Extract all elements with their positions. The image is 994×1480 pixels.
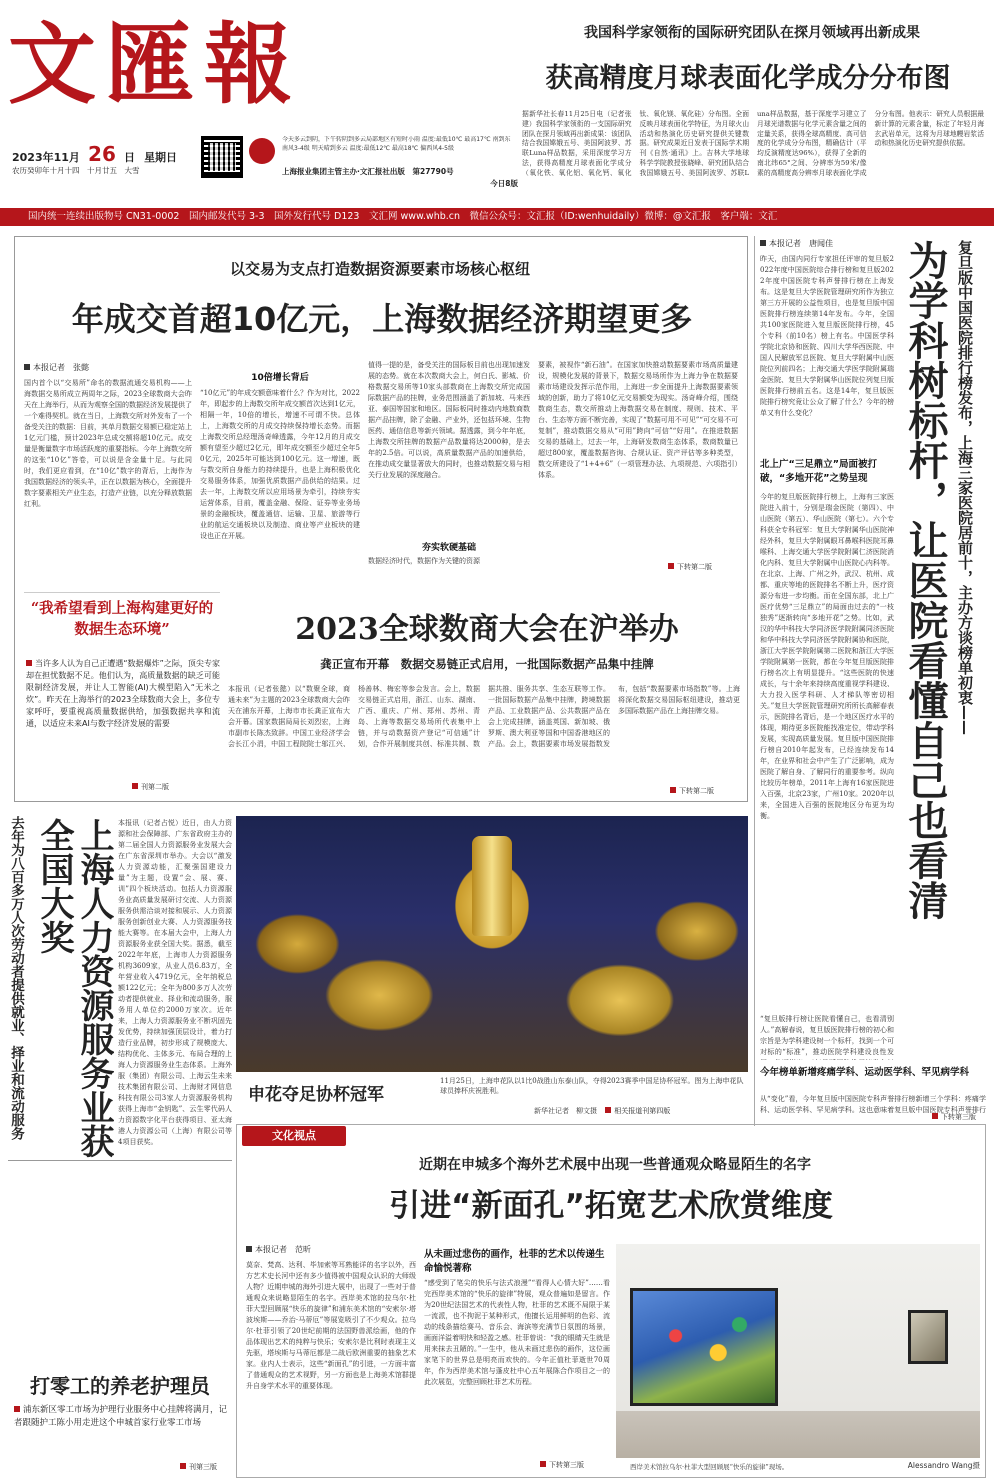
info-bar-text: 国内统一连续出版物号 CN31-0002 国内邮发代号 3-3 国外发行代号 D123 文汇网 www.whb.cn 微信公众号：文汇报（ID:wenhuidaily）微博：@文汇报 客户端：文汇 bbox=[28, 211, 778, 222]
lead-headline: 年成交首超10亿元，上海数据经济期望更多 bbox=[71, 300, 693, 338]
photo-label: 申花夺足协杯冠军 bbox=[248, 1085, 384, 1105]
culture-subhead: 从未画过悲伤的画作，杜菲的艺术以传递生命愉悦著称 bbox=[424, 1249, 605, 1274]
hospital-byline: 本报记者 唐闻佳 bbox=[760, 238, 833, 249]
culture-byline: 本报记者 范昕 bbox=[246, 1244, 311, 1255]
lead-col-1: 国内首个以“交易所”命名的数据流通交易机构——上海数据交易所成立两周年之际，2023全球数商大会昨天在上海举行，从而为观察全国的数据经济发展提供了一个难得契机。就在当日，上海数交所对外发布了一个备受关注的数据：目前，其单月数据交易额已稳定站上1亿元门槛，预计2023年总成交额将超10亿元。成交量是衡量数字市场活跃度的重要指标。今年上海数交所的这张“10亿”答卷，可以说是含金量十足。与此同时，我们更应看到，在“10亿”数字的背后，上海作为我国数据经济的领头羊，正在以数据为核心，全面提升数字要素相关产业生态，打造产业链，以充分释放数据红利。 bbox=[24, 379, 192, 508]
summit-headline: 2023全球数商大会在沪举办 bbox=[295, 612, 679, 647]
brief-headline: 打零工的养老护理员 bbox=[30, 1374, 210, 1398]
masthead-date: 2023年11月 26 日 星期日 bbox=[12, 142, 178, 166]
culture-col-2: “感受到了笔尖的快乐与法式浪漫”“看得人心情大好”……看完西岸美术馆的“快乐的旋律”特展，观众普遍如是留言。作为20世纪法国艺术的代表性人物，杜菲的艺术既不局限于某一流派，也不拘泥于某种形式，他擅长运用鲜明的色彩、流动的线条描绘赛马、音乐会、海滨等充满节日氛围的场景，画面洋溢着明快和轻盈之感。杜菲曾说：“我的眼睛天生就是用来抹去丑陋的。”一生中，他从未画过悲伤的画作，这位画家笔下的世界总是明亮而欢快的。今年正值杜菲逝世70周年，作为西岸美术馆与蓬皮杜中心五年展陈合作项目之一的此次展览，完整回顾杜菲艺术历程。 bbox=[424, 1279, 610, 1386]
hospital-body-3: “复旦版排行榜让医院看懂自己，也看清别人。”高解春说，复旦版医院排行榜的初心和宗旨是为学科建设树一个标杆，找到一个可对标的“标准”，推动医院学科建设良性发 bbox=[760, 1015, 894, 1056]
lead-byline: 本报记者 张懿 bbox=[24, 362, 89, 373]
lead-kicker: 以交易为支点打造数据资源要素市场核心枢纽 bbox=[229, 260, 530, 278]
brief-body: 浦东新区零工市场为护理行业服务中心挂牌将满月，记者跟随护工陈小用走进这个申城首家行业零工市场 bbox=[14, 1405, 228, 1428]
hospital-subhead-1: 北上广“三足鼎立”局面被打破，“多地开花”之势呈现 bbox=[760, 459, 877, 484]
lead-col-4: 要素，被视作“新石油”。在国家加快推动数据要素市场高质量建设，规模化发展的背景下，数据交易场所作为上海力争在数据要素市场建设发挥示范作用，上海进一步全面提升上海数据要素领域的创新，助力了将10亿元交易额变为现实。汤奇峰介绍，围绕数商生态，数交所推动上海数据交易在制度、规则、技术、平台、生态等方面不断完善，实现了“数据可用不可见”“可交易不可复制”，推动数据交易从“可用”跨向“可信”“好用”。在推进数据交易的基础上，过去一年，上海研发数商生态体系，数商数量已超过800家，覆盖数据咨询、合规认证、资产评估等多种类型，数交所建设了“1+4+6”（一项管理办法、九项规范、六项指引）体系。 bbox=[538, 361, 738, 479]
hospital-kicker: 复旦版中国医院排行榜发布，上海三家医院居前十，主办方谈榜单初衷—— bbox=[956, 240, 974, 735]
info-bar bbox=[0, 208, 994, 226]
top-story-body: 据新华社长春11月25日电（记者张建）我国科学家领衔的一支国际研究团队在探月领域再出新成果：该团队结合我国嫦娥五号、美国阿波罗、苏联Luna样品数据，采用深度学习方法，获得高精度月球表面化学成分（氧化铁、氧化铝、氧化钙、氧化钛、氧化镁、氧化硅）分布图。全面反映月球表面化学特征，为月球火山活动和热演化历史研究提供关键数据。研究成果近日发表于国际学术期刊《自然·通讯》上。吉林大学地球科学学院教授张晓峰、研究团队结合我国嫦娥五号、美国阿波罗、苏联Luna样品数据，基于深度学习建立了月球光谱数据与化学元素含量之间的定量关系，获得全球高精度、高可信度的化学成分分布图，精确估计（平均反演精度达96%），获得了全新的南北纬65°之间、分辨率为59米/像素的高精度高分辨率月球表面化学成分分布图。他表示：研究人员根据最新计算的元素含量，标定了年轻月海玄武岩单元，这将为月球地幔岩浆活动和热演化历史研究提供依据。 bbox=[522, 110, 984, 177]
hospital-body-1: 昨天，由国内同行专家担任评审的复旦版2022年度中国医院综合排行榜和复旦版2022年度中国医院专科声誉排行榜在上海发布。这是复旦大学医院管理研究所作为独立第三方开展的公益性项目，也是复旦版中国医院排行榜连续第14年发布。今年，全国共100家医院进入复旦版医院排行榜，45个专科（前10名）榜上有名。中国医学科学院北京协和医院、四川大学华西医院、中国人民解放军总医院、复旦大学附属中山医院位列前四名；上海交通大学医学院附属瑞金医院、复旦大学附属华山医院位列复旦版医院排行榜前五名。这是14年，复旦版医院排行榜究竟让公众了解了什么？今年的榜单又有什么变化？ bbox=[760, 255, 894, 417]
hr-body: 本报讯（记者占悦）近日，由人力资源和社会保障部、广东省政府主办的第二届全国人力资源服务业发展大会在广东省深圳市举办。大会以“激发人力资源动能，汇聚强国建设力量”为主题，设置“会、展、赛、训”四个板块活动。包括人力资源服务业高质量发展研讨交流、人力资源服务供需洽谈对接和展示、人力资源服务创新创业大赛、人力资源服务技能大赛等。在本届大会中，上海人力资源服务业获全国大奖。据悉，截至2022年年底，上海市人力资源服务机构3609家，从业人员6.83万，全年营业收入4719亿元，全年纳税总额122亿元；全年为800多万人次劳动者提供就业、择业和流动服务，服务用人单位约2000万家次。近年来，上海人力资源服务业不断巩固先发优势，持续加强顶层设计，着力打造行业品牌，初步形成了规模庞大、结构优化、主体多元、布局合理的上海人力资源服务业生态体系。上海外服（集团）有限公司、上海云生未来技术集团有限公司、上海财才网信息科技有限公司3家人力资源服务机构获得上海市“金钥匙”、云生零代码人力资源数字化平台获得项目、亚太海港人力资源公司（上海）有限公司等4项目获奖。 bbox=[118, 819, 232, 1146]
lead-col-2: “10亿元”的年成交额意味着什么？作为对比，2022年，即起步的上海数交所年成交额首次达到1亿元，相隔一年，10倍的增长，增速不可谓不快。总体上，上海数交所的月成交持续保持增长态势。而据上海数交所总经理汤奇峰透露，今年12月的月成交额有望至少超过2亿元，即年成交额至少超过全年50亿元，2025年可能达到100亿元。这一增速，既与数交所自身能力的持续提升，也是上海积极优化交易服务体系，加强优质数据产品供给的结果。过去一年，上海数交所以应用场景为牵引，持续夯实运营体系，目前，覆盖金融、保险、证券等业务场景的金融板块，覆盖通信、运输、卫星、旅游等行业的航运交通板块以及制造、商业等产业板块的建设也正在开展。 bbox=[200, 389, 360, 540]
dufy-painting bbox=[630, 1288, 778, 1406]
masthead-pages: 今日8版 bbox=[490, 179, 518, 188]
culture-col-1: 莫奈、梵高、达利、毕加索等耳熟能详的名字以外，西方艺术史长河中还有多少值得被中国观众认识的大师级人物？近期申城的海外引进大展中，出现了一些对于普通观众来说略显陌生的名字。西岸美术馆的拉乌尔·杜菲大型回顾展“快乐的旋律”和浦东美术馆的“安索尔·塔波埃斯——乔治·马蒂厄”等展览吸引了不少观众。拉乌尔·杜菲引领了20世纪前期的法国野兽派绘画，他的作品体现出艺术的纯粹与快乐；安索尔是比利时表现主义先驱，塔埃斯与马蒂厄都是二战后欧洲重要的抽象艺术家。业内人士表示，这些“新面孔”的引进，一方面丰富了普通观众的艺术视野，另一方面也是上海美术馆群提升自身学术水平的重要体现。 bbox=[246, 1261, 416, 1390]
logo-text: 文匯報 bbox=[8, 12, 303, 116]
hospital-divider bbox=[754, 236, 755, 1126]
quote-body: 当许多人认为自己正遭遇“数据爆炸”之际，顶尖专家却在担忧数据不足。他们认为，高质量数据的缺乏可能限制经济发展，并让人工智能(AI)大模型陷入“无米之炊”。昨天在上海举行的2023全球数商大会上，多位专家呼吁，要重视高质量数据供给，加强数据共享和流通，以适应未来AI与数字经济发展的需要 bbox=[26, 659, 220, 728]
hospital-body-4: 从“变化”看，今年复旦版中国医院专科声誉排行榜新增三个学科：疼痛学科、运动医学科、罕见病学科。这也意味着复旦版中国医院专科声誉排行 bbox=[760, 1095, 986, 1114]
gallery-caption: 西岸美术馆拉乌尔·杜菲大型回顾展“快乐的旋律”现场。 bbox=[630, 1463, 789, 1471]
trophy-shape bbox=[472, 836, 512, 936]
qr-code-icon bbox=[201, 136, 243, 178]
hospital-jump[interactable]: 下转第三版 bbox=[932, 1112, 976, 1122]
gallery-credit: Alessandro Wang摄 bbox=[907, 1461, 980, 1470]
lead-subhead-2: 夯实软硬基础 bbox=[421, 543, 476, 553]
lead-subhead-1: 10倍增长背后 bbox=[251, 373, 309, 383]
culture-kicker: 近期在申城多个海外艺术展中出现一些普通观众略显陌生的名字 bbox=[419, 1157, 811, 1173]
hospital-body-2: 今年的复旦版医院排行榜上，上海有三家医院进入前十，分别是瑞金医院（第四）、中山医院（第五）、华山医院（第七）。六个专科获全专科冠军：复旦大学附属华山医院神经外科，复旦大学附属眼耳鼻喉科医院耳鼻喉科、上海交通大学医学院附属仁济医院消化内科、复旦大学附属中山医院心内科等。在北京、上海、广州之外，武汉、杭州、成都、重庆等地的医院排名不断上升，医疗资源分布进一步均衡。而在全国东部，北上广医疗优势“三足鼎立”的局面由过去的“一枝独秀”逐渐转向“多地开花”之势。比如，武汉的华中科技大学同济医学院附属同济医院和华中科技大学同济医学院附属协和医院，浙江大学医学院附属第二医院和浙江大学医学院附属第一医院，都在今年复旦版医院排行榜名次上有明显提升。“这些医院的快速成长，与十余年来持续高度重视学科建设、大力投入医学科研、人才梯队等密切相关。”复旦大学医院管理研究所所长高解春表示，医院排名背后，是一个地区医疗水平的体现，期待更多医院能找准定位，带动学科发展，实现高质量发展。复旦版中国医院排行榜自2010年起发布，已经连续发布14年，在业界和社会中产生了广泛影响，成为医院了解自身、了解同行的重要参考。纵向比较历年榜单，2011年上海有16家医院进入百强，北京23家，广州10家。2020年以来，全国进入百强的医院地区分布更为均衡。 bbox=[760, 493, 894, 820]
culture-jump[interactable]: 下转第三版 bbox=[540, 1460, 584, 1470]
small-painting bbox=[908, 1310, 948, 1364]
summit-jump[interactable]: 下转第二版 bbox=[670, 786, 714, 796]
top-story-headline: 获高精度月球表面化学成分分布图 bbox=[545, 63, 951, 94]
hospital-headline: 为学科树标杆，让医院看懂自己也看清 bbox=[902, 240, 948, 920]
quote-title: “我希望看到上海构建更好的数据生态环境” bbox=[30, 600, 214, 638]
lead-jump[interactable]: 下转第二版 bbox=[668, 562, 712, 572]
masthead-lunar: 农历癸卯年十月十四 十月廿五 大雪 bbox=[12, 166, 140, 175]
lead-col-3b: 数据经济时代，数据作为关键的资源 bbox=[368, 557, 480, 565]
emblem-icon bbox=[249, 138, 275, 164]
photo-jump[interactable]: 相关报道刊第四版 bbox=[605, 1107, 670, 1115]
shenhua-photo bbox=[236, 816, 748, 1072]
culture-headline: 引进“新面孔”拓宽艺术欣赏维度 bbox=[389, 1188, 833, 1224]
brief-jump[interactable]: 刊第三版 bbox=[180, 1462, 217, 1472]
lead-col-3: 值得一提的是，备受关注的国际板目前也出现加速发展的态势。就在本次数商大会上，何白氏、影城、价格数据交易所等10家头部数商在上海数交所完成国际数据产品的挂牌，业务范围涵盖了新加坡、马来西亚、泰国等国家和地区。国际板同时推动内地数商数据产品挂牌，除了金融、产业外，还包括环境、生物医药、通信信息等新兴领域。据透露，到今年年底，上海数交所挂牌的数据产品数量将达2000种，是去年的2.5倍。可以说，高质量数据产品的加速供给，在推动成交量显著放大的同时，也推动数据交易与相关行业发展的深度融合。 bbox=[368, 361, 530, 479]
culture-section-tag: 文化视点 bbox=[242, 1126, 346, 1146]
quote-jump[interactable]: 刊第二版 bbox=[132, 782, 169, 792]
masthead-weather: 今天多云到阴，下午转阴到多云局部地区有短时小雨 温度:最低10℃ 最高17℃ 南到东南风3-4级 明天晴到多云 温度:最低12℃ 最高18℃ 偏西风4-5级 bbox=[282, 136, 511, 152]
photo-credit: 新华社记者 柳文摄 相关报道刊第四版 bbox=[534, 1107, 671, 1115]
photo-caption: 11月25日，上海申花队以1比0战胜山东泰山队，夺得2023赛季中国足协杯冠军。图为上海申花队球员捧杯庆祝胜利。 bbox=[440, 1077, 744, 1095]
brief-divider bbox=[8, 1160, 232, 1161]
hospital-subhead-2: 今年榜单新增疼痛学科、运动医学科、罕见病学科 bbox=[760, 1067, 970, 1078]
hr-kicker: 去年为八百多万人次劳动者提供就业、择业和流动服务 bbox=[8, 816, 24, 1140]
summit-deck: 龚正宣布开幕 数据交易链正式启用，一批国际数据产品集中挂牌 bbox=[320, 657, 654, 671]
hr-headline: 上海人力资源服务业获全国大奖 bbox=[34, 818, 114, 1158]
masthead-publisher: 上海报业集团主管主办·文汇报社出版 第27790号 bbox=[282, 167, 454, 176]
summit-body: 本报讯（记者张懿）以“数聚全球，商通未来”为主题的2023全球数商大会昨天在浦东开幕，上海市市长龚正宣布大会开幕。国家数据局局长刘烈宏，上海市副市长陈杰致辞。中国工业经济学会会长江小涓，中国工程院院士邬江兴、杨善林、梅宏等参会发言。会上，数据交易链正式启用，浙江、山东、湖南、广西、重庆、广州、郑州、苏州、青岛、上海等数据交易场所代表集中上链，并与动数据资产登记“可信通”计划，合作开展制度共创、标准共制、数据共推、服务共享、生态互联等工作。一批国际数据产品集中挂牌，跨境数据产品、工业数据产品、公共数据产品在会上完成挂牌，涵盖英国、新加坡、俄罗斯、澳大利亚等国和中国香港地区的产品。会上，数据要素市场发展指数发布，包括“数据要素市场指数”等。上海将深化数据交易国际枢纽建设，推动更多国际数据产品在上海挂牌交易。 bbox=[228, 685, 740, 748]
gallery-photo bbox=[616, 1244, 980, 1458]
top-story-kicker: 我国科学家领衔的国际研究团队在探月领域再出新成果 bbox=[584, 25, 920, 41]
masthead-logo bbox=[8, 4, 338, 144]
